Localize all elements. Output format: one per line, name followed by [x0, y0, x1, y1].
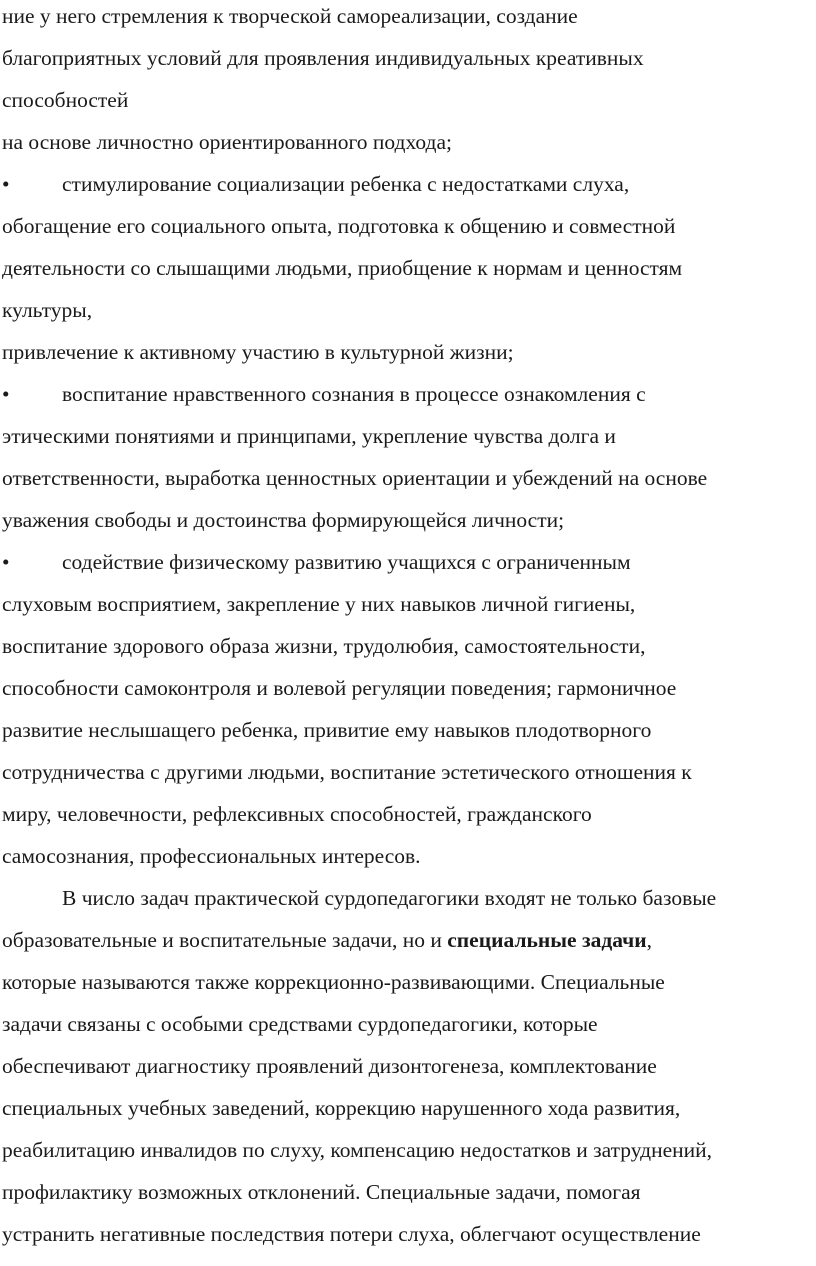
text-line: привлечение к активному участию в культурной жизни;	[2, 340, 514, 364]
text-line: на основе личностно ориентированного подхода;	[2, 130, 452, 154]
text-line: культуры,	[2, 298, 93, 322]
text-line: ответственности, выработка ценностных ориентации и убеждений на основе	[2, 466, 708, 490]
paragraph-first-line: В число задач практической сурдопедагогики входят не только базовые	[62, 886, 717, 910]
text-segment: ,	[646, 928, 653, 952]
text-line: ние у него стремления к творческой самореализации, создание	[2, 4, 578, 28]
text-line: задачи связаны с особыми средствами сурдопедагогики, которые	[2, 1012, 598, 1036]
text-line: воспитание здорового образа жизни, трудолюбия, самостоятельности,	[2, 634, 646, 658]
text-segment: образовательные и воспитательные задачи, но и	[2, 928, 448, 952]
text-line: этическими понятиями и принципами, укрепление чувства долга и	[2, 424, 616, 448]
text-line: уважения свободы и достоинства формирующейся личности;	[2, 508, 565, 532]
text-line: сотрудничества с другими людьми, воспитание эстетического отношения к	[2, 760, 692, 784]
text-line: профилактику возможных отклонений. Специальные задачи, помогая	[2, 1180, 641, 1204]
bullet-icon: •	[2, 550, 10, 574]
text-line	[2, 926, 652, 954]
text-line: способностей	[2, 88, 129, 112]
bullet-icon: •	[2, 172, 10, 196]
text-line: миру, человечности, рефлексивных способностей, гражданского	[2, 802, 592, 826]
text-line: специальных учебных заведений, коррекцию нарушенного хода развития,	[2, 1096, 681, 1120]
text-line: реабилитацию инвалидов по слуху, компенсацию недостатков и затруднений,	[2, 1138, 713, 1162]
text-line: деятельности со слышащими людьми, приобщение к нормам и ценностям	[2, 256, 683, 280]
bullet-item-text: воспитание нравственного сознания в процессе ознакомления с	[62, 382, 646, 406]
bullet-item-text: стимулирование социализации ребенка с недостатками слуха,	[62, 172, 630, 196]
text-line: слуховым восприятием, закрепление у них навыков личной гигиены,	[2, 592, 636, 616]
bullet-icon: •	[2, 382, 10, 406]
text-line: обогащение его социального опыта, подготовка к общению и совместной	[2, 214, 676, 238]
text-line: устранить негативные последствия потери слуха, облегчают осуществление	[2, 1222, 701, 1246]
bullet-item-text: содействие физическому развитию учащихся с ограниченным	[62, 550, 631, 574]
text-line: способности самоконтроля и волевой регуляции поведения; гармоничное	[2, 676, 677, 700]
text-line: развитие неслышащего ребенка, привитие ему навыков плодотворного	[2, 718, 652, 742]
text-line: которые называются также коррекционно-развивающими. Специальные	[2, 970, 665, 994]
text-line: самосознания, профессиональных интересов.	[2, 844, 421, 868]
text-line: обеспечивают диагностику проявлений дизонтогенеза, комплектование	[2, 1054, 657, 1078]
text-line: благоприятных условий для проявления индивидуальных креативных	[2, 46, 644, 70]
bold-term: специальные задачи	[447, 928, 647, 952]
